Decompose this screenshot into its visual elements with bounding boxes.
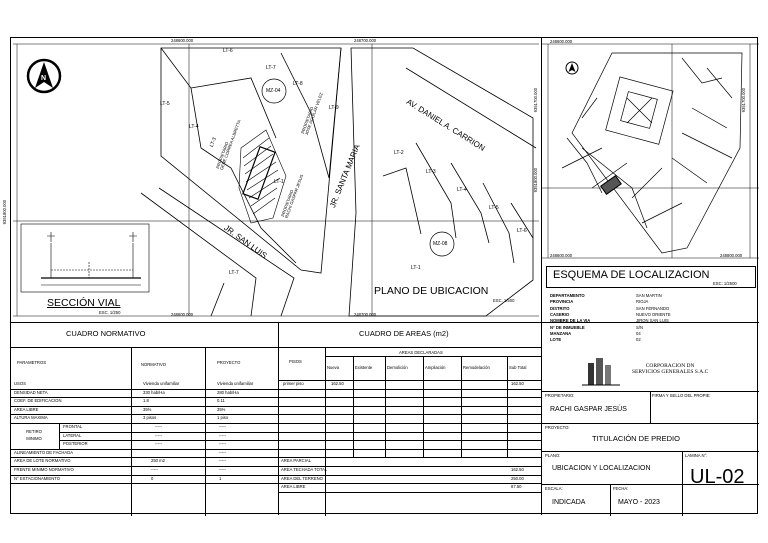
- plan-coord-left: 9351800.000: [2, 199, 8, 225]
- lot-label: LT-5: [489, 205, 499, 211]
- normativo-value: -----: [155, 432, 162, 438]
- lot-label: LT-5: [160, 101, 170, 107]
- lot-label: LT-4: [457, 187, 467, 193]
- lot-label: LT-2: [394, 150, 404, 156]
- escala-label: ESCALA:: [545, 486, 563, 491]
- areas-summary-label: AREA LIBRE: [281, 484, 306, 490]
- normativo-value: 35%: [143, 406, 152, 412]
- north-arrow-small-icon: [566, 62, 578, 74]
- proyecto-value: -----: [219, 458, 226, 464]
- loc-coord-left-1: 9351800.000: [533, 167, 539, 193]
- proyecto-value: -----: [219, 467, 226, 472]
- loc-info-label: LOTE: [550, 337, 562, 343]
- areas-col-header: Demolición: [387, 365, 408, 370]
- proyecto-value: 0.11: [217, 398, 225, 404]
- plano-name: UBICACION Y LOCALIZACION: [552, 465, 651, 472]
- areas-col-header: Existente: [355, 365, 373, 370]
- normativo-title: CUADRO NORMATIVO: [66, 329, 146, 338]
- loc-coord-bottom-1: 248600.000: [550, 253, 573, 258]
- seccion-vial-title: SECCIÓN VIAL: [47, 297, 121, 309]
- normativo-value: Vivienda unifamiliar: [143, 381, 180, 386]
- loc-info-label: CASERIO: [550, 311, 570, 317]
- normativo-value: -----: [155, 424, 162, 429]
- lot-label: LT-9: [329, 105, 339, 111]
- proyecto-name: TITULACIÓN DE PREDIO: [592, 434, 680, 443]
- areas-title: CUADRO DE AREAS (m2): [359, 329, 449, 338]
- owner-lt8: PROPIETARIO JOSE AGUILAR VELEZ: [300, 92, 324, 136]
- proyecto-value: 280 hab/Ha: [217, 389, 239, 395]
- plan-coord-top-1: 248600.000: [171, 38, 194, 43]
- block-label: MZ-04: [266, 88, 281, 94]
- plan-scale: ESC. 1/500: [493, 298, 515, 303]
- normativo-header: PROYECTO: [217, 360, 241, 365]
- firma-label: FIRMA Y SELLO DEL PROPIE:: [652, 393, 711, 398]
- normativo-param: FRENTE MINIMO NORMATIVO: [14, 467, 74, 472]
- lot-label: LT-3: [426, 169, 436, 175]
- location-plan: [2, 38, 541, 322]
- fecha-label: FECHA:: [613, 486, 629, 491]
- escala-value: INDICADA: [552, 499, 586, 506]
- lot-label: LT-3: [208, 136, 218, 148]
- areas-table: [279, 322, 541, 515]
- localizacion-panel: [533, 38, 759, 343]
- plan-coord-bottom-2: 248700.000: [354, 312, 377, 317]
- proyecto-value: 1: [219, 475, 222, 481]
- loc-scale: ESC: 1/2500: [713, 281, 737, 286]
- lot-label: LT-7: [266, 65, 276, 71]
- normativo-header: PARAMETROS: [17, 360, 47, 365]
- lot-label: LT-8: [293, 81, 303, 87]
- proyecto-value: 35%: [217, 406, 226, 412]
- areas-summary-label: AREA PARCIAL: [281, 458, 311, 464]
- lamina-number: UL-02: [690, 466, 745, 488]
- normativo-param: USOS: [14, 381, 26, 386]
- areas-pisos-header: PISOS: [289, 359, 302, 364]
- plan-title: PLANO DE UBICACION: [374, 285, 489, 297]
- areas-group-header: AREAS DECLARADAS: [399, 350, 443, 355]
- loc-info-value: 04: [636, 330, 641, 336]
- proyecto-value: -----: [219, 449, 226, 455]
- loc-title-box: [546, 266, 756, 288]
- retiro-type: LATERAL: [63, 432, 82, 438]
- localizacion-map: [542, 38, 759, 266]
- areas-summary-value: 250.00: [511, 475, 524, 481]
- plano-label: PLANO:: [545, 453, 561, 458]
- loc-coord-top: 248600.000: [550, 39, 573, 44]
- normativo-table: [11, 322, 279, 515]
- loc-coord-left-2: 9351700.000: [533, 87, 539, 113]
- normativo-param: AREA LIBRE: [14, 406, 39, 412]
- areas-col-header: Nueva: [327, 365, 340, 370]
- owner-lt1: PROPIETARIO RACHI GASPAR JESUS: [280, 173, 305, 219]
- loc-info-label: PROVINCIA: [550, 299, 574, 305]
- svg-text:N: N: [41, 75, 47, 82]
- normativo-param: N° ESTACIONAMIENTO: [14, 475, 60, 481]
- normativo-value: 330 hab/Ha: [143, 389, 165, 395]
- lot-label: LT-7: [229, 270, 239, 276]
- normativo-param: ALINEAMIENTO DE FACHADA: [14, 449, 74, 455]
- plan-coord-bottom-1: 248600.000: [171, 312, 194, 317]
- propietario-label: PROPIETARIO:: [545, 393, 575, 398]
- street-santa-maria: JR. SANTA MARIA: [328, 143, 362, 209]
- normativo-header: NORMATIVO: [141, 362, 167, 367]
- areas-col-header: Ampliación: [425, 365, 446, 370]
- areas-col-header: Sub Total: [509, 365, 527, 370]
- normativo-value: 3 pisos: [143, 415, 157, 421]
- loc-info-label: DISTRITO: [550, 305, 570, 311]
- normativo-value: 0: [151, 475, 154, 481]
- loc-info-value: RIOJA: [636, 299, 649, 305]
- retiro-type: POSTERIOR: [63, 441, 88, 447]
- loc-info-value: SAN FERNANDO: [636, 305, 670, 311]
- lot-label: LT-6: [223, 48, 233, 54]
- north-arrow-icon: [28, 60, 60, 92]
- lamina-label: LAMINA N°:: [685, 453, 708, 458]
- seccion-vial-drawing: [21, 224, 149, 292]
- company-name: CORPORACION DN SERVICIOS GENERALES S.A.C: [632, 363, 709, 375]
- proyecto-value: Vivienda unifamiliar: [217, 381, 254, 386]
- block-label: MZ-08: [433, 241, 448, 247]
- title-block: [541, 322, 759, 515]
- drawing-sheet: [2, 37, 758, 514]
- retiro-label: RETIRO MINIMO: [26, 429, 42, 441]
- normativo-param: COEF. DE EDIFICACION: [14, 398, 62, 404]
- loc-info-value: S/N: [636, 324, 643, 330]
- areas-summary-value: 87.50: [511, 484, 522, 490]
- areas-summary-label: AREA TECHADA TOTAL: [281, 467, 328, 472]
- loc-coord-bottom-2: 248800.000: [720, 253, 743, 258]
- street-carrion: AV. DANIEL A. CARRION: [404, 97, 487, 153]
- loc-info-value: 02: [636, 337, 641, 343]
- areas-col-header: Remodelación: [463, 365, 490, 370]
- lot-label: LT-1: [274, 179, 284, 185]
- lot-label: LT-4: [189, 124, 199, 130]
- loc-title: ESQUEMA DE LOCALIZACION: [553, 269, 710, 281]
- loc-info-label: MANZANA: [550, 330, 572, 336]
- loc-info-label: NOMBRE DE LA VIA: [550, 318, 591, 324]
- proyecto-value: 1 piso: [217, 415, 229, 421]
- lot-label: LT-1: [411, 265, 421, 271]
- normativo-value: -----: [151, 467, 158, 472]
- loc-info-value: SAN MARTIN: [636, 293, 662, 298]
- normativo-value: 250 m2: [151, 458, 165, 464]
- plan-coord-top-2: 248700.000: [354, 38, 377, 43]
- proyecto-value: -----: [219, 432, 226, 438]
- retiro-type: FRONTAL: [63, 424, 83, 429]
- propietario-name: RACHI GASPAR JESÚS: [550, 406, 627, 413]
- company-logo-icon: [582, 355, 622, 387]
- normativo-value: 1.8: [143, 398, 149, 404]
- owner-lt3: PROPIETARIO GENE CORREA ALBRETTA: [215, 119, 242, 171]
- loc-info-value: NUEVO ORIENTE: [636, 311, 671, 317]
- street-san-luis: JR. SAN LUIS: [222, 223, 269, 261]
- proyecto-label: PROYECTO:: [545, 425, 570, 430]
- areas-piso: primer piso: [283, 381, 304, 386]
- areas-nueva: 162.50: [331, 381, 344, 386]
- normativo-param: DENSIDAD NETA: [14, 389, 48, 395]
- loc-info-label: DEPARTAMENTO: [550, 293, 585, 298]
- proyecto-value: -----: [219, 424, 226, 429]
- areas-summary-value: 162.50: [511, 467, 524, 472]
- normativo-param: AREA DE LOTE NORMATIVO: [14, 458, 71, 464]
- company-box: [542, 351, 759, 392]
- loc-info-value: JIRON SAN LUIS: [636, 318, 669, 324]
- areas-summary-label: AREA DEL TERRENO: [281, 475, 323, 481]
- seccion-vial-scale: ESC. 1/250: [99, 310, 121, 315]
- areas-subtotal: 162.50: [511, 381, 524, 386]
- lot-label: LT-6: [517, 228, 527, 234]
- normativo-param: ALTURA MAXIMA: [14, 415, 48, 421]
- loc-coord-right: 9351700.000: [741, 87, 747, 113]
- fecha-value: MAYO - 2023: [618, 499, 660, 506]
- normativo-value: -----: [155, 441, 162, 447]
- proyecto-value: -----: [219, 441, 226, 447]
- loc-info-label: N° DE INMUEBLE: [550, 324, 585, 330]
